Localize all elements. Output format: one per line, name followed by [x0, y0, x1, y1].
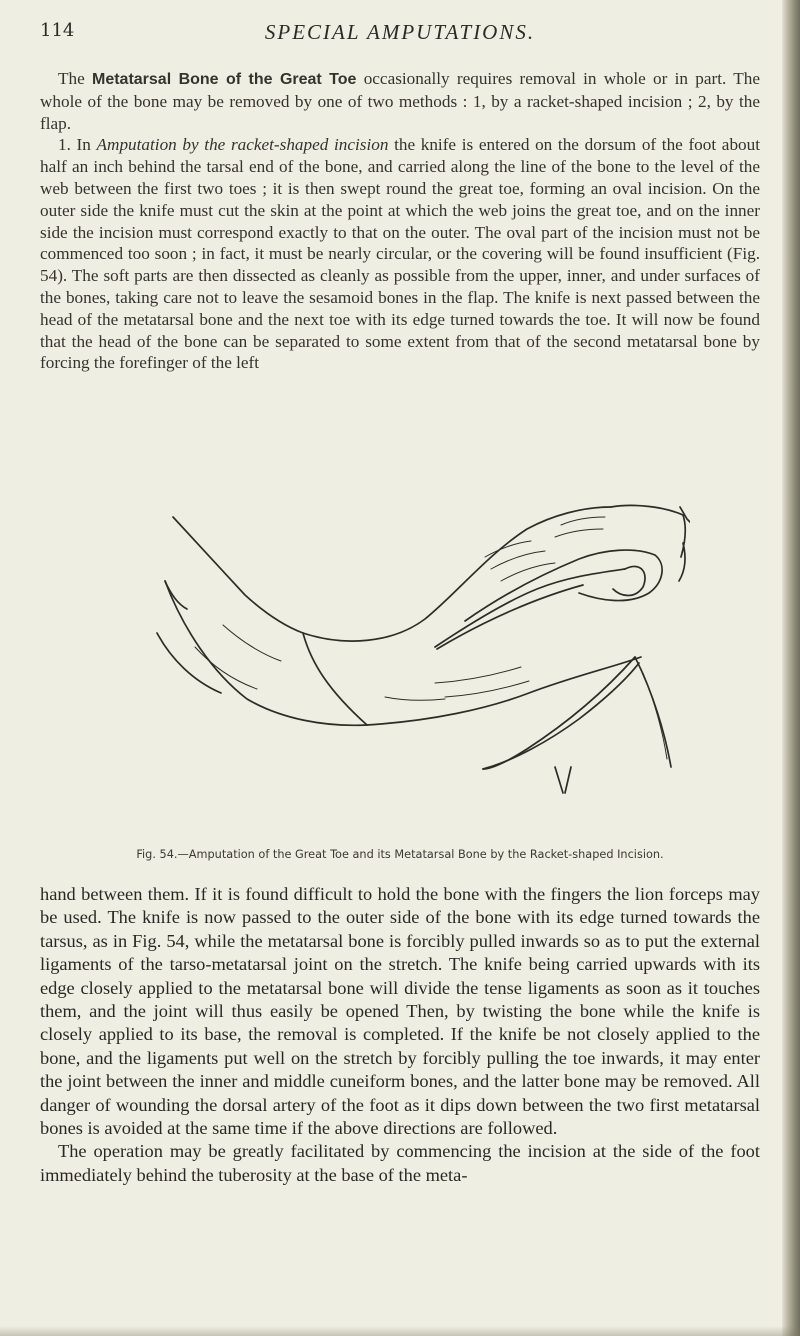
- paragraph-intro: The Metatarsal Bone of the Great Toe occasionally requires removal in whole or in part. The whole of the bone may be removed by one of two methods : 1, by a racket-shaped incision ; 2, by the flap.: [40, 69, 760, 133]
- second-toe-outline: [679, 543, 685, 581]
- running-head: SPECIAL AMPUTATIONS.: [264, 20, 536, 44]
- lower-text-block: [40, 883, 760, 1187]
- figure-54-illustration: [135, 497, 690, 842]
- upper-text-block: [40, 68, 760, 374]
- paragraph-facilitation: The operation may be greatly facilitated by commencing the incision at the side of the foot immediately behind the tuberosity at the base of the meta-: [40, 1141, 760, 1185]
- incision-edge: [437, 585, 583, 649]
- knife-edge: [483, 663, 639, 769]
- foot-lateral-outline: [303, 633, 367, 725]
- metatarsal-bone: [435, 569, 625, 647]
- hand-forefinger-outline: [165, 581, 367, 725]
- knife-tip-mark: [555, 767, 563, 793]
- hand-thumb-outline: [173, 517, 303, 633]
- italic-term: Amputation by the racket-shaped incision: [96, 135, 389, 155]
- foot-sole-outline: [367, 657, 641, 725]
- knife-handle-line: [643, 673, 667, 759]
- foot-dorsum-outline: [303, 507, 611, 641]
- page-edge-shadow: [782, 0, 800, 1336]
- bold-term: Metatarsal Bone of the Great Toe: [92, 71, 357, 88]
- figure-caption: Fig. 54.—Amputation of the Great Toe and its Metatarsal Bone by the Racket-shaped Incision.: [136, 848, 664, 861]
- page-header: [40, 20, 760, 50]
- page-bottom-shadow: [0, 1326, 800, 1336]
- paragraph-continued: hand between them. If it is found difficult to hold the bone with the fingers the lion forceps may be used. The knife is now passed to the outer side of the bone with its edge turned towards the tarsus, as in Fig. 54, while the metatarsal bone is forcibly pulled inwards so as to put the external ligaments of the tarso-metatarsal joint on the stretch. The knife being carried upwards with its edge closely applied to the metatarsal bone will divide the tense ligaments as soon as it touches them, and the joint will thus easily be opened Then, by twisting the bone while the knife is closely applied to its base, the removal is completed. If the knife be not closely applied to the bone, and the ligaments put well on the stretch by forcibly pulling the toe inwards, it may enter the joint between the inner and middle cuneiform bones, and the latter bone may be removed. All danger of wounding the dorsal artery of the foot as it dips down between the two first metatarsal bones is avoided at the same time if the above directions are followed.: [40, 884, 760, 1139]
- knife-blade: [483, 657, 635, 769]
- great-toe-outline: [611, 505, 685, 557]
- foot-hand-drawing: [135, 497, 690, 842]
- page-number: 114: [40, 20, 75, 41]
- paragraph-racket-method: 1. In Amputation by the racket-shaped incision the knife is entered on the dorsum of the foot about half an inch behind the tarsal end of the bone, and carried along the line of the bone to the level of the web between the first two toes ; it is then swept round the great toe, forming an oval incision. On the outer side the knife must cut the skin at the point at which the web joins the great toe, and on the inner side the incision must correspond exactly to that on the outer. The oval part of the incision must not be commenced too soon ; in fact, it must be nearly circular, or the covering will be found insufficient (Fig. 54). The soft parts are then dissected as cleanly as possible from the upper, inner, and under surfaces of the bones, taking care not to leave the sesamoid bones in the flap. The knife is next passed between the head of the metatarsal bone and the next toe with its edge turned towards the toe. It will now be found that the head of the bone can be separated to some extent from that of the second metatarsal bone by forcing the forefinger of the left: [40, 135, 760, 373]
- hand-fingernail: [165, 581, 187, 609]
